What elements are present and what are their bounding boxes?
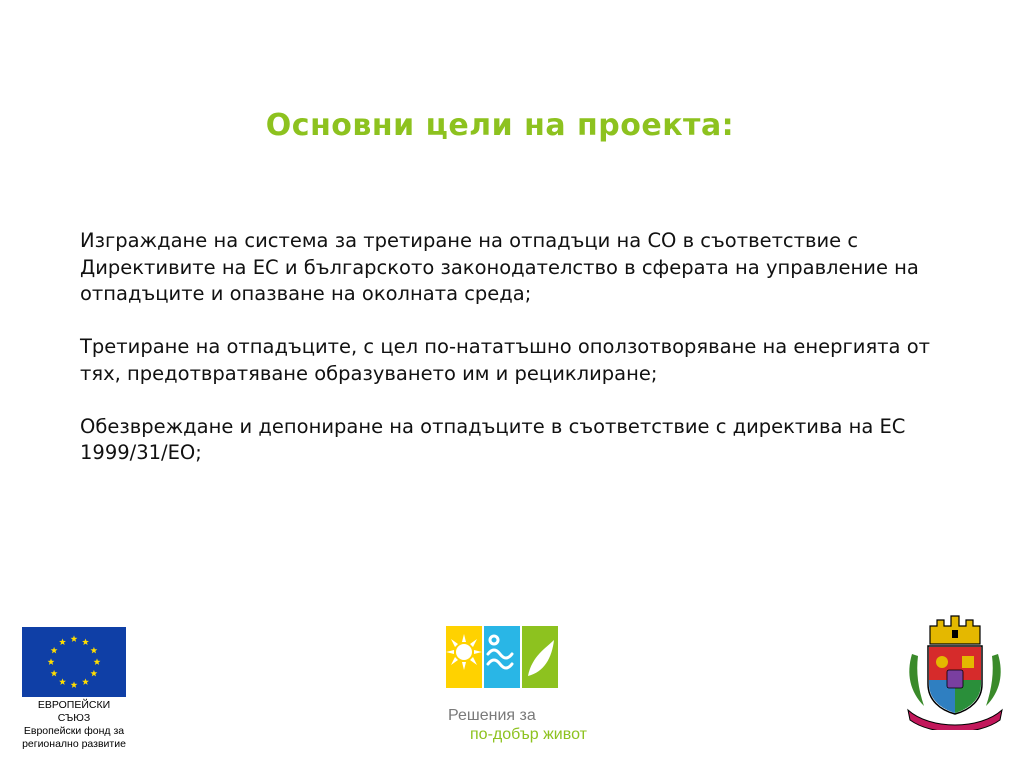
eu-caption-line: регионално развитие <box>22 738 126 750</box>
eu-flag-logo <box>22 627 126 697</box>
eu-stars-icon <box>22 627 126 697</box>
eu-star-icon <box>94 658 101 665</box>
eu-caption <box>0 699 148 751</box>
eu-star-icon <box>71 635 78 642</box>
eu-star-icon <box>51 670 58 677</box>
sun-icon <box>446 634 482 670</box>
eu-star-icon <box>90 647 97 654</box>
eu-star-icon <box>71 681 78 688</box>
eu-caption-line: Европейски фонд за <box>23 725 125 737</box>
crown-icon <box>930 616 980 644</box>
program-logo <box>446 626 558 688</box>
eu-caption-line: СЪЮЗ <box>57 712 91 724</box>
shield-icon <box>928 646 982 714</box>
eu-star-icon <box>51 647 58 654</box>
eu-star-icon <box>82 638 89 645</box>
slide-title: Основни цели на проекта: <box>265 108 735 143</box>
slogan-line: Решения за <box>448 707 536 724</box>
eu-star-icon <box>48 658 55 665</box>
objectives-body <box>80 228 960 493</box>
coat-of-arms-logo <box>900 614 1010 730</box>
eu-star-icon <box>90 670 97 677</box>
objective-paragraph: Обезвреждане и депониране на отпадъците в съответствие с директива на ЕС 1999/31/ЕО; <box>80 414 906 464</box>
eu-star-icon <box>59 678 66 685</box>
program-slogan <box>448 706 587 744</box>
slogan-line: по-добър живот <box>470 726 587 743</box>
eu-star-icon <box>82 678 89 685</box>
eu-caption-line: ЕВРОПЕЙСКИ <box>37 699 111 711</box>
objective-paragraph: Изграждане на система за третиране на отпадъци на СО в съответствие с Директивите на ЕС и българското законодателство в сферата на управление на отпадъците и опазване на околната среда; <box>80 229 919 305</box>
objective-paragraph: Третиране на отпадъците, с цел по-нататъшно оползотворяване на енергията от тях, предотвратяване образуването им и рециклиране; <box>80 335 930 385</box>
eu-star-icon <box>59 638 66 645</box>
